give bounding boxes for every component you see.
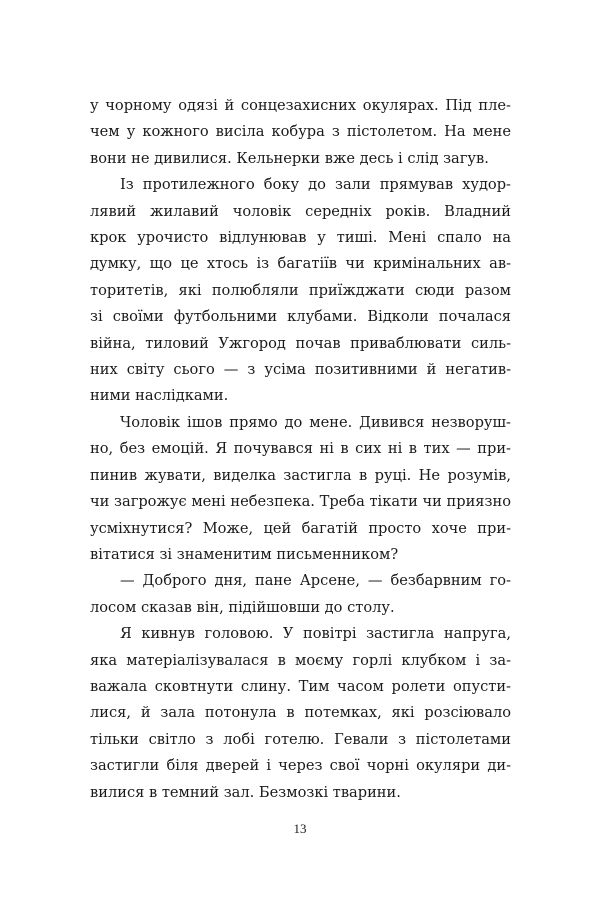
text-line: Із протилежного боку до зали прямував худор-	[120, 176, 511, 194]
text-line: торитетів, які полюбляли приїжджати сюди разом	[90, 281, 511, 299]
text-line: — Доброго дня, пане Арсене, — безбарвним го-	[120, 572, 511, 590]
text-line: вони не дивилися. Кельнерки вже десь і слід загув.	[90, 149, 489, 167]
text-line: крок урочисто відлунював у тиші. Мені спало на	[90, 229, 511, 247]
paragraph	[90, 93, 511, 172]
text-line: важала сковтнути слину. Тим часом ролети опусти-	[90, 677, 511, 695]
text-line: війна, тиловий Ужгород почав приваблювати силь-	[90, 334, 511, 352]
text-line: застигли біля дверей і через свої чорні окуляри ди-	[90, 757, 511, 775]
text-line: яка матеріалізувалася в моєму горлі клубком і за-	[90, 651, 511, 669]
body-text	[90, 93, 511, 806]
paragraph	[90, 621, 511, 806]
text-line: думку, що це хтось із багатіїв чи кримінальних ав-	[90, 255, 511, 273]
text-line: вилися в темний зал. Безмозкі тварини.	[90, 783, 401, 801]
text-line: вітатися зі знаменитим письменником?	[90, 545, 399, 563]
paragraph	[90, 172, 511, 410]
text-line: них світу сього — з усіма позитивними й негатив-	[90, 361, 511, 379]
text-line: лявий жилавий чоловік середніх років. Владний	[90, 202, 511, 220]
text-line: пинив жувати, виделка застигла в руці. Не розумів,	[90, 466, 511, 484]
text-line: чем у кожного висіла кобура з пістолетом. На мене	[90, 123, 511, 141]
text-line: чи загрожує мені небезпека. Треба тікати чи приязно	[90, 493, 511, 511]
paragraph	[90, 568, 511, 621]
text-line: лосом сказав він, підійшовши до столу.	[90, 598, 395, 616]
text-line: у чорному одязі й сонцезахисних окулярах. Під пле-	[90, 97, 511, 114]
text-line: зі своїми футбольними клубами. Відколи почалася	[90, 308, 511, 326]
text-line: лися, й зала потонула в потемках, які розсіювало	[90, 704, 511, 722]
text-line: Чоловік ішов прямо до мене. Дивився незворуш-	[120, 413, 511, 431]
page-number: 13	[293, 821, 307, 836]
text-line: ними наслідками.	[90, 387, 229, 405]
text-line: Я кивнув головою. У повітрі застигла напруга,	[120, 625, 511, 643]
text-line: но, без емоцій. Я почувався ні в сих ні в тих — при-	[90, 440, 511, 458]
text-line: усміхнутися? Може, цей багатій просто хоче при-	[90, 519, 511, 537]
text-line: тільки світло з лобі готелю. Гевали з пістолетами	[90, 730, 511, 748]
paragraph	[90, 410, 511, 568]
